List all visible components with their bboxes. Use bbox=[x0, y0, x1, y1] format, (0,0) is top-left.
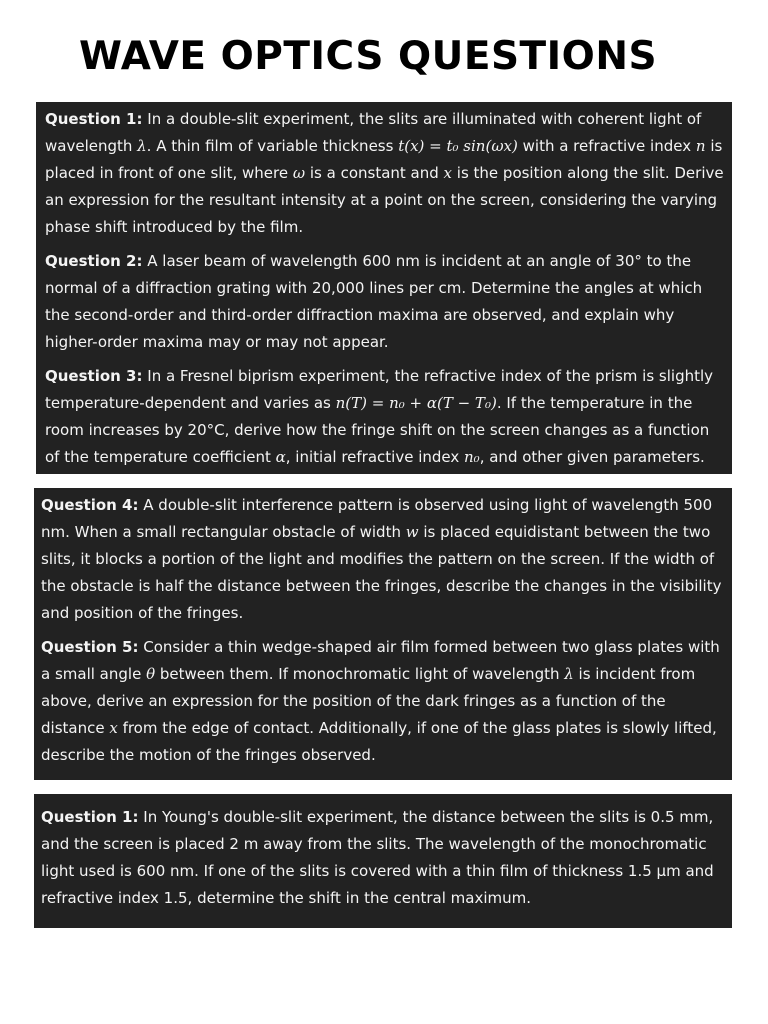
question-panel-1 bbox=[36, 102, 732, 474]
question-label: Question 1: bbox=[41, 808, 139, 826]
question-1 bbox=[45, 106, 726, 241]
question-text: In a Fresnel biprism experiment, the refractive index of the prism is slightly temperature-dependent and varies as bbox=[45, 367, 714, 412]
question-text: with a refractive index bbox=[517, 137, 696, 155]
question-text: In a double-slit experiment, the slits are illuminated with coherent light of wavelength bbox=[45, 110, 702, 155]
question-text: is placed in front of one slit, where bbox=[45, 137, 723, 182]
page-title: WAVE OPTICS QUESTIONS bbox=[78, 34, 658, 79]
question-text: Consider a thin wedge-shaped air film formed between two glass plates with a small angle bbox=[41, 638, 720, 683]
math-lambda: λ bbox=[137, 137, 147, 155]
question-text: , and other given parameters. bbox=[479, 448, 705, 466]
question-text: . A thin film of variable thickness bbox=[146, 137, 399, 155]
math-refractive-equation: n(T) = n₀ + α(T − T₀) bbox=[335, 394, 497, 412]
question-text: is placed equidistant between the two slits, it blocks a portion of the light and modifies the pattern on the screen. If the width of the obstacle is half the distance between the fringes, describe the changes in the visibility and position of the fringes. bbox=[41, 523, 722, 622]
question-text: is a constant and bbox=[305, 164, 444, 182]
math-w: w bbox=[405, 523, 419, 541]
question-4 bbox=[41, 492, 728, 627]
question-label: Question 4: bbox=[41, 496, 139, 514]
math-x: x bbox=[109, 719, 118, 737]
question-3 bbox=[45, 363, 726, 471]
math-lambda: λ bbox=[564, 665, 574, 683]
question-text: from the edge of contact. Additionally, if one of the glass plates is slowly lifted, describe the motion of the fringes observed. bbox=[41, 719, 717, 764]
math-x: x bbox=[443, 164, 453, 182]
math-n0: n₀ bbox=[464, 448, 480, 466]
question-text: . If the temperature in the room increases by 20°C, derive how the fringe shift on the screen changes as a function of the temperature coefficient bbox=[45, 394, 710, 466]
question-2 bbox=[45, 248, 726, 356]
question-5 bbox=[41, 634, 728, 769]
question-panel-3 bbox=[34, 794, 732, 928]
question-panel-2 bbox=[34, 488, 732, 780]
question-text: is the position along the slit. Derive an expression for the resultant intensity at a point on the screen, considering the varying phase shift introduced by the film. bbox=[45, 164, 724, 236]
question-label: Question 1: bbox=[45, 110, 143, 128]
math-n: n bbox=[695, 137, 706, 155]
math-omega: ω bbox=[292, 164, 306, 182]
question-label: Question 2: bbox=[45, 252, 143, 270]
math-theta: θ bbox=[146, 665, 156, 683]
question-text: In Young's double-slit experiment, the distance between the slits is 0.5 mm, and the screen is placed 2 m away from the slits. The wavelength of the monochromatic light used is 600 nm. If one of the slits is covered with a thin film of thickness 1.5 μm and refractive index 1.5, determine the shift in the central maximum. bbox=[41, 808, 714, 907]
math-thickness-equation: t(x) = t₀ sin(ωx) bbox=[398, 137, 518, 155]
question-label: Question 5: bbox=[41, 638, 139, 656]
question-text: A double-slit interference pattern is observed using light of wavelength 500 nm. When a small rectangular obstacle of width bbox=[41, 496, 713, 541]
question-text: is incident from above, derive an expression for the position of the dark fringes as a function of the distance bbox=[41, 665, 696, 737]
question-text: between them. If monochromatic light of wavelength bbox=[155, 665, 565, 683]
math-alpha: α bbox=[275, 448, 286, 466]
question-text: , initial refractive index bbox=[285, 448, 465, 466]
question-text: A laser beam of wavelength 600 nm is incident at an angle of 30° to the normal of a diffraction grating with 20,000 lines per cm. Determine the angles at which the second-order and third-order diffraction maxima are observed, and explain why higher-order maxima may or may not appear. bbox=[45, 252, 703, 351]
question-label: Question 3: bbox=[45, 367, 143, 385]
question-1-youngs bbox=[41, 804, 724, 912]
